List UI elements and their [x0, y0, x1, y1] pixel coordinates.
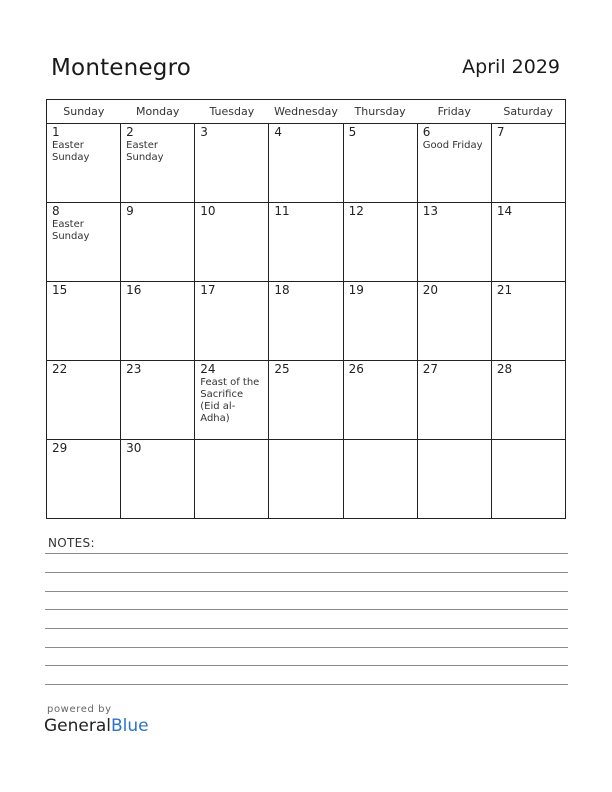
- day-cell: [47, 361, 121, 440]
- day-cell: [269, 440, 343, 519]
- notes-label: NOTES:: [48, 536, 95, 550]
- day-number: 24: [200, 362, 216, 376]
- day-number: 29: [52, 441, 68, 455]
- day-number: 18: [274, 283, 290, 297]
- day-number: 7: [496, 125, 505, 139]
- note-line: [45, 665, 568, 666]
- day-number: 22: [52, 362, 68, 376]
- week-row: [47, 282, 566, 361]
- weekday-header-row: [47, 100, 566, 124]
- brand-general: General: [44, 716, 111, 736]
- powered-by-text: powered by: [47, 704, 112, 715]
- day-number: 19: [348, 283, 364, 297]
- holiday-label: Easter Sunday: [52, 140, 90, 163]
- day-cell: [121, 361, 195, 440]
- day-cell: [269, 124, 343, 203]
- day-cell: [47, 124, 121, 203]
- day-number: 28: [496, 362, 513, 376]
- day-number: 21: [496, 283, 513, 297]
- day-cell: [491, 282, 565, 361]
- day-cell: [121, 124, 195, 203]
- holiday-label: Easter Sunday: [126, 140, 164, 163]
- day-cell: [121, 440, 195, 519]
- day-cell: [417, 124, 491, 203]
- holiday-label: Feast of the Sacrifice (Eid al-Adha): [200, 377, 260, 424]
- day-number: 3: [200, 125, 208, 139]
- week-row: [47, 440, 566, 519]
- weekday-header: Wednesday: [269, 100, 343, 124]
- day-number: 11: [274, 204, 290, 218]
- day-cell: [47, 440, 121, 519]
- day-cell: [343, 282, 417, 361]
- day-cell: [343, 203, 417, 282]
- holiday-label: Easter Sunday: [52, 219, 90, 242]
- day-number: 4: [274, 125, 283, 139]
- day-cell: [343, 124, 417, 203]
- day-number: 27: [422, 362, 438, 376]
- day-cell: [417, 282, 491, 361]
- note-line: [45, 609, 568, 610]
- brand-blue: Blue: [111, 716, 149, 736]
- day-cell: [343, 361, 417, 440]
- day-number: 15: [52, 283, 68, 297]
- day-cell: [269, 361, 343, 440]
- day-number: 16: [126, 283, 142, 297]
- day-number: 30: [126, 441, 142, 455]
- day-cell: [47, 203, 121, 282]
- note-line: [45, 647, 568, 648]
- day-number: 17: [200, 283, 216, 297]
- week-row: [47, 361, 566, 440]
- day-cell: [417, 203, 491, 282]
- calendar-grid: [46, 99, 566, 519]
- day-number: 1: [52, 125, 60, 139]
- day-number: 23: [126, 362, 142, 376]
- day-cell: [491, 440, 565, 519]
- day-number: 12: [348, 204, 364, 218]
- day-cell: [121, 282, 195, 361]
- month-title: April 2029: [462, 56, 560, 78]
- day-number: 6: [422, 125, 431, 139]
- day-number: 5: [348, 125, 357, 139]
- week-row: [47, 203, 566, 282]
- day-cell: [417, 361, 491, 440]
- calendar-body: [47, 124, 566, 519]
- day-cell: [195, 124, 269, 203]
- note-line: [45, 553, 568, 554]
- day-cell: [417, 440, 491, 519]
- weekday-header: Sunday: [47, 100, 121, 124]
- day-number: 14: [496, 204, 513, 218]
- holiday-label: Good Friday: [422, 140, 483, 151]
- day-cell: [195, 440, 269, 519]
- day-cell: [195, 282, 269, 361]
- day-number: 26: [348, 362, 364, 376]
- day-cell: [491, 124, 565, 203]
- day-number: 13: [422, 204, 438, 218]
- day-number: 8: [52, 204, 60, 218]
- day-cell: [269, 282, 343, 361]
- note-line: [45, 572, 568, 573]
- day-number: 9: [126, 204, 134, 218]
- day-number: 25: [274, 362, 290, 376]
- day-cell: [491, 203, 565, 282]
- weekday-header: Friday: [417, 100, 491, 124]
- day-cell: [47, 282, 121, 361]
- day-number: 10: [200, 204, 216, 218]
- day-cell: [195, 361, 269, 440]
- day-number: 2: [126, 125, 134, 139]
- day-cell: [121, 203, 195, 282]
- weekday-header: Tuesday: [195, 100, 269, 124]
- day-cell: [269, 203, 343, 282]
- weekday-header: Monday: [121, 100, 195, 124]
- day-cell: [195, 203, 269, 282]
- country-title: Montenegro: [51, 55, 192, 81]
- generalblue-logo: [44, 716, 149, 736]
- day-cell: [343, 440, 417, 519]
- day-cell: [491, 361, 565, 440]
- week-row: [47, 124, 566, 203]
- weekday-header: Saturday: [491, 100, 565, 124]
- note-line: [45, 684, 568, 685]
- weekday-header: Thursday: [343, 100, 417, 124]
- note-line: [45, 628, 568, 629]
- day-number: 20: [422, 283, 438, 297]
- note-line: [45, 591, 568, 592]
